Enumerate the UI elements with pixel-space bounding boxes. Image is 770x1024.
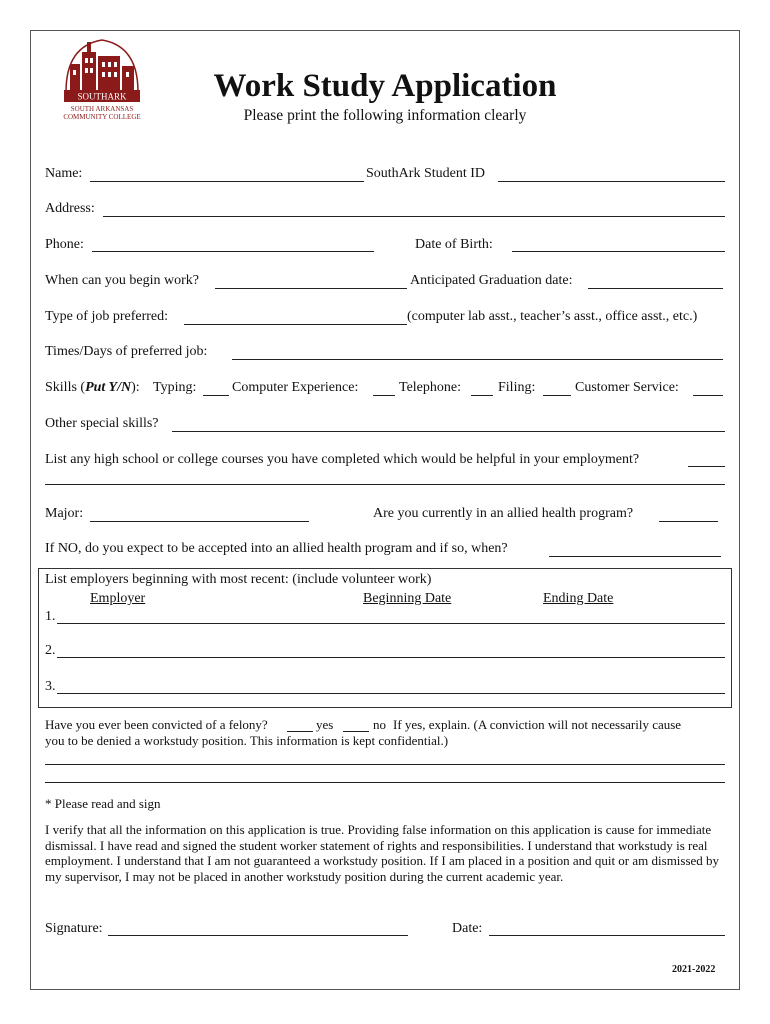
student-id-field[interactable]	[498, 181, 725, 182]
telephone-label: Telephone:	[399, 380, 461, 395]
address-field[interactable]	[103, 216, 725, 217]
graduation-field[interactable]	[588, 288, 723, 289]
employer-row-number: 2.	[45, 643, 56, 658]
felony-no-field[interactable]	[343, 731, 369, 732]
times-field[interactable]	[232, 359, 723, 360]
employers-box	[38, 568, 732, 708]
employer-row-3-field[interactable]	[57, 693, 725, 694]
page-subtitle: Please print the following information clearly	[243, 107, 527, 124]
address-label: Address:	[45, 201, 95, 216]
logo-line3: COMMUNITY COLLEGE	[63, 113, 141, 121]
if-no-label: If NO, do you expect to be accepted into an allied health program and if so, when?	[45, 541, 508, 556]
courses-field-inline[interactable]	[688, 466, 725, 467]
date-field[interactable]	[489, 935, 725, 936]
felony-explain-field-2[interactable]	[45, 782, 725, 783]
employer-row-1-field[interactable]	[57, 623, 725, 624]
phone-field[interactable]	[92, 251, 374, 252]
graduation-label: Anticipated Graduation date:	[410, 273, 573, 288]
employers-heading: List employers beginning with most recent: (include volunteer work)	[45, 572, 432, 587]
student-id-label: SouthArk Student ID	[366, 166, 485, 181]
date-label: Date:	[452, 921, 483, 936]
typing-label: Typing:	[153, 380, 197, 395]
telephone-field[interactable]	[471, 395, 493, 396]
phone-label: Phone:	[45, 237, 84, 252]
job-type-field[interactable]	[184, 324, 407, 325]
major-field[interactable]	[90, 521, 309, 522]
signature-label: Signature:	[45, 921, 103, 936]
filing-label: Filing:	[498, 380, 536, 395]
times-label: Times/Days of preferred job:	[45, 344, 208, 359]
felony-explain-field-1[interactable]	[45, 764, 725, 765]
felony-yes-field[interactable]	[287, 731, 313, 732]
computer-label: Computer Experience:	[232, 380, 359, 395]
dob-field[interactable]	[512, 251, 725, 252]
begin-work-label: When can you begin work?	[45, 273, 199, 288]
typing-field[interactable]	[203, 395, 229, 396]
allied-label: Are you currently in an allied health program?	[373, 506, 634, 521]
employer-row-number: 1.	[45, 609, 56, 624]
form-year: 2021-2022	[672, 964, 716, 975]
begin-work-field[interactable]	[215, 288, 407, 289]
felony-explain: If yes, explain. (A conviction will not necessarily cause	[393, 717, 682, 732]
beginning-date-column-header: Beginning Date	[363, 591, 452, 606]
page-title: Work Study Application	[213, 68, 557, 104]
job-type-hint: (computer lab asst., teacher’s asst., office asst., etc.)	[407, 309, 698, 324]
customer-label: Customer Service:	[575, 380, 679, 395]
employer-column-header: Employer	[90, 591, 146, 606]
ending-date-column-header: Ending Date	[543, 591, 614, 606]
felony-question: Have you ever been convicted of a felony?	[45, 717, 268, 732]
felony-no-label: no	[373, 717, 386, 732]
if-no-field[interactable]	[549, 556, 721, 557]
job-type-label: Type of job preferred:	[45, 309, 169, 324]
other-skills-label: Other special skills?	[45, 416, 159, 431]
name-label: Name:	[45, 166, 83, 181]
logo-line1: SOUTHARK	[77, 91, 127, 102]
filing-field[interactable]	[543, 395, 571, 396]
read-sign-note: * Please read and sign	[45, 796, 161, 811]
felony-yes-label: yes	[316, 717, 334, 732]
employer-row-2-field[interactable]	[57, 657, 725, 658]
felony-note: you to be denied a workstudy position. This information is kept confidential.)	[45, 733, 449, 748]
verification-statement: I verify that all the information on this application is true. Providing false information on this application is cause for immediate dismissal. I have read and signed the student worker statement of rights and responsibilities. I understand that workstudy is real employment. I understand that I am not guaranteed a workstudy position. If I am placed in a position and quit or am dismissed by my supervisor, I may not be placed in another workstudy position during the current academic year.	[45, 822, 720, 884]
dob-label: Date of Birth:	[415, 237, 493, 252]
computer-field[interactable]	[373, 395, 395, 396]
skills-label: Skills (Put Y/N):	[45, 380, 140, 395]
customer-field[interactable]	[693, 395, 723, 396]
allied-field[interactable]	[659, 521, 718, 522]
courses-field[interactable]	[45, 484, 725, 485]
other-skills-field[interactable]	[172, 431, 725, 432]
employer-row-number: 3.	[45, 679, 56, 694]
name-field[interactable]	[90, 181, 364, 182]
logo-line2: SOUTH ARKANSAS	[70, 105, 134, 113]
major-label: Major:	[45, 506, 84, 521]
signature-field[interactable]	[108, 935, 408, 936]
courses-label: List any high school or college courses you have completed which would be helpful in your employment?	[45, 452, 640, 467]
